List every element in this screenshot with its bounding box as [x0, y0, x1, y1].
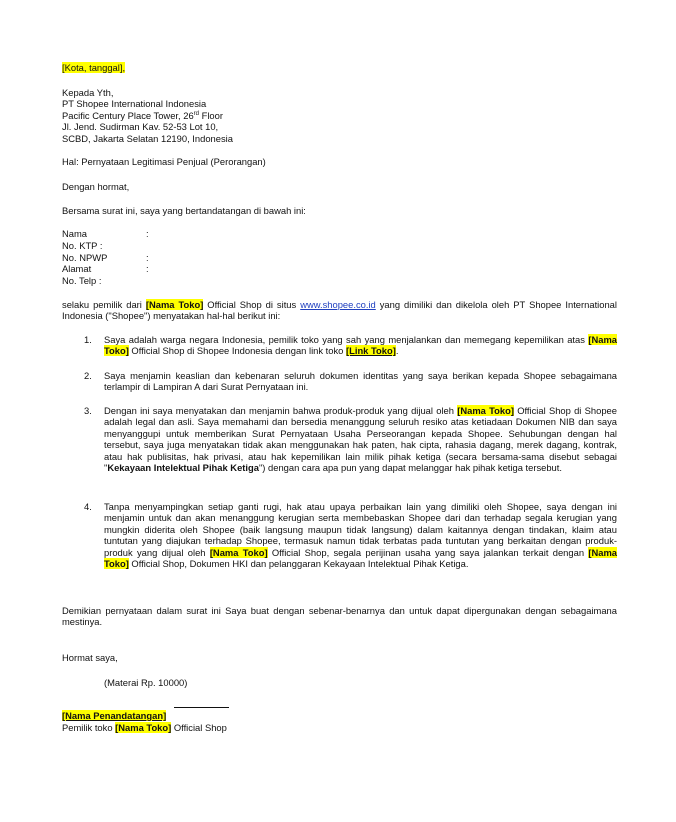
field-npwp-label: No. NPWP: [62, 252, 108, 263]
shop-name-placeholder: [Nama Toko]: [145, 299, 204, 310]
shop-link-placeholder: [Link Toko]: [346, 345, 396, 357]
owner-statement: selaku pemilik dari [Nama Toko] Official Shop di situs www.shopee.co.id yang dimiliki dan dikelola oleh PT Shopee International Indonesia ("Shopee") menyatakan hal-hal berikut ini:: [62, 299, 617, 322]
recipient-line: Pacific Century Place Tower, 26rd Floor: [62, 109, 223, 121]
shop-name-placeholder: [Nama Toko]: [115, 722, 172, 733]
ip-term: Kekayaan Intelektual Pihak Ketiga: [107, 462, 259, 474]
signature-line: [174, 707, 229, 708]
regards: Hormat saya,: [62, 652, 118, 663]
recipient-line: Kepada Yth,: [62, 87, 114, 98]
field-ktp-label: No. KTP :: [62, 240, 103, 251]
shop-name-placeholder: [Nama Toko]: [457, 405, 514, 416]
date-placeholder: [Kota, tanggal],: [62, 62, 126, 73]
shop-name-placeholder: [Nama Toko]: [104, 546, 617, 570]
field-alamat-label: Alamat: [62, 263, 92, 274]
intro-text: Bersama surat ini, saya yang bertandatangan di bawah ini:: [62, 205, 306, 216]
field-colon: :: [146, 252, 149, 263]
signer-name: [Nama Penandatangan]: [62, 710, 167, 721]
field-telp-label: No. Telp :: [62, 275, 102, 286]
recipient-line: PT Shopee International Indonesia: [62, 98, 207, 110]
shop-name-placeholder: [Nama Toko]: [209, 546, 268, 558]
stamp-duty-note: (Materai Rp. 10000): [104, 677, 188, 688]
subject-line: Hal: Pernyataan Legitimasi Penjual (Perorangan): [62, 156, 266, 167]
field-nama-label: Nama: [62, 228, 88, 239]
recipient-line: Jl. Jend. Sudirman Kav. 52-53 Lot 10,: [62, 121, 219, 133]
salutation: Dengan hormat,: [62, 181, 130, 192]
field-colon: :: [146, 228, 149, 239]
signer-role: Pemilik toko [Nama Toko] Official Shop: [62, 722, 227, 733]
shopee-site-link[interactable]: www.shopee.co.id: [300, 299, 376, 310]
shop-name-placeholder: [Nama Toko]: [104, 334, 617, 357]
recipient-address: [62, 87, 617, 144]
closing-statement: Demikian pernyataan dalam surat ini Saya buat dengan sebenar-benarnya dan untuk dapat dipergunakan dengan sebagaimana mestinya.: [62, 605, 617, 628]
field-colon: :: [146, 263, 149, 274]
letter-page: [Kota, tanggal], Kepada Yth, PT Shopee International Indonesia Pacific Century Place Tower, 26rd Floor Jl. Jend. Sudirman Kav. 52-53 Lot 10, SCBD, Jakarta Selatan 12190, Indonesia Hal: Pernyataan Legitimasi Penjual (Perorangan) Dengan hormat, Bersama surat ini, saya yang bertandatangan di bawah ini: Nama : No. KTP : No. NPWP : Alamat : No. Telp : selaku pemilik dari [Nama Toko] Official Shop di situs www.shopee.co.id yang dimiliki dan dikelola oleh PT Shopee International Indonesia ("Shopee") menyatakan hal-hal berikut ini: 1. Saya adalah warga negara Indonesia, pemilik toko yang sah yang menjalankan dan memegang kepemilikan atas [Nama Toko] Official Shop di Shopee Indonesia dengan link toko [Link Toko]. 2. Saya menjamin keaslian dan kebenaran seluruh dokumen identitas yang saya berikan kepada Shopee sebagaimana terlampir di Lampiran A dari Surat Pernyataan ini. 3. Dengan ini saya menyatakan dan menjamin bahwa produk-produk yang dijual oleh [Nama Toko] Official Shop di Shopee adalah legal dan asli. Saya memahami dan bersedia menanggung seluruh resiko atas ketiadaan Dokumen NIB dan saya menyanggupi untuk memberikan Surat Pernyataan Usaha Perseorangan kepada Shopee. Sehubungan dengan hal tersebut, saya juga menyatakan tidak akan menggunakan hak paten, hak cipta, rahasia dagang, merek dagang, kontrak, atau hak publisitas, hak privasi, atau hak kepemilikan lain milik pihak ketiga (secara bersama-sama disebut sebagai "Kekayaan Intelektual Pihak Ketiga") dengan cara apa pun yang dapat melanggar hak pihak ketiga tersebut. 4. Tanpa menyampingkan setiap ganti rugi, hak atau upaya perbaikan lain yang dimiliki oleh Shopee, saya dengan ini menjamin untuk dan akan menanggung kerugian serta membebaskan Shopee dari dan terhadap segala kerugian yang mungkin diderita oleh Shopee (baik langsung maupun tidak langsung) dalam kaitannya dengan tindakan, klaim atau tuntutan yang diajukan terhadap Shopee, termasuk namun tidak terbatas pada tuntutan yang berkaitan dengan produk-produk yang dijual oleh [Nama Toko] Official Shop, segala perijinan usaha yang saya jalankan terkait dengan [Nama Toko] Official Shop, Dokumen HKI dan pelanggaran Kekayaan Intelektual Pihak Ketiga. Demikian pernyataan dalam surat ini Saya buat dengan sebenar-benarnya dan untuk dapat dipergunakan dengan sebagaimana mestinya. Hormat saya, (Materai Rp. 10000) [Nama Penandatangan] Pemilik toko [Nama Toko] Official Shop: [62, 62, 617, 733]
recipient-line: SCBD, Jakarta Selatan 12190, Indonesia: [62, 132, 233, 144]
